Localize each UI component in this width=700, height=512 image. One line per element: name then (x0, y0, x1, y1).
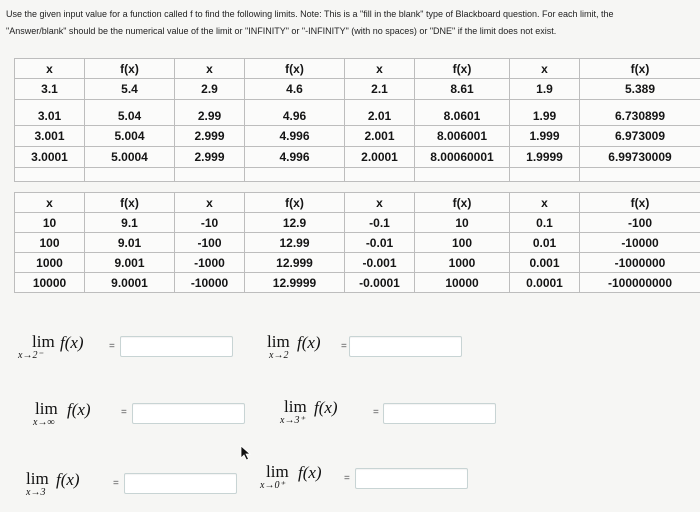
table-cell: 1.99 (510, 100, 580, 126)
lim-subscript: x→∞ (33, 417, 55, 428)
table-cell: 10 (415, 213, 510, 233)
table-cell: 2.0001 (345, 147, 415, 168)
table-cell: 10000 (15, 273, 85, 293)
equals-sign: = (341, 341, 347, 352)
table-row (15, 100, 700, 126)
table-cell: 1000 (15, 253, 85, 273)
table-cell: 100 (415, 233, 510, 253)
table-cell: -100 (580, 213, 700, 233)
table-cell: 0.01 (510, 233, 580, 253)
column-header: x (510, 59, 580, 79)
column-header: x (345, 193, 415, 213)
table-cell: 3.001 (15, 126, 85, 147)
table-cell: 12.9 (245, 213, 345, 233)
mouse-pointer-icon (240, 445, 252, 461)
table-cell: 2.001 (345, 126, 415, 147)
column-header: f(x) (85, 59, 175, 79)
answer-input-2[interactable] (349, 336, 462, 357)
table-cell: 2.999 (175, 147, 245, 168)
lim-subscript: x→3 (26, 487, 46, 498)
column-header: x (175, 193, 245, 213)
table-cell: 0.001 (510, 253, 580, 273)
table-cell (415, 168, 510, 182)
table-row (15, 233, 700, 253)
table-cell: 6.99730009 (580, 147, 700, 168)
table-row (15, 168, 700, 182)
lim-subscript: x→3⁺ (280, 415, 305, 426)
equals-sign: = (121, 407, 127, 418)
table-cell: -0.01 (345, 233, 415, 253)
table-row (15, 253, 700, 273)
table-cell: 2.999 (175, 126, 245, 147)
table-cell: 1.9 (510, 79, 580, 100)
table-cell: 2.99 (175, 100, 245, 126)
table-header-row (15, 59, 700, 79)
table-cell (15, 168, 85, 182)
column-header: f(x) (85, 193, 175, 213)
table-cell (175, 168, 245, 182)
answer-input-3[interactable] (132, 403, 245, 424)
equals-sign: = (109, 341, 115, 352)
table-cell: 4.996 (245, 126, 345, 147)
table-cell: 8.0601 (415, 100, 510, 126)
limit-expression-4 (280, 397, 338, 426)
table-cell: -100 (175, 233, 245, 253)
table-cell: 10000 (415, 273, 510, 293)
table-cell: 9.01 (85, 233, 175, 253)
table-cell: 0.0001 (510, 273, 580, 293)
table-row (15, 213, 700, 233)
table-cell (345, 168, 415, 182)
limit-expression-1 (18, 332, 84, 361)
column-header: x (175, 59, 245, 79)
limit-expression-5 (26, 469, 80, 498)
table-cell: 5.389 (580, 79, 700, 100)
table-cell (510, 168, 580, 182)
table-cell: 0.1 (510, 213, 580, 233)
table-cell: 9.0001 (85, 273, 175, 293)
table-cell (245, 168, 345, 182)
table-cell: 2.01 (345, 100, 415, 126)
column-header: f(x) (580, 59, 700, 79)
lim-subscript: x→0⁺ (260, 480, 285, 491)
lim-function: f(x) (314, 398, 338, 417)
table-cell: 10 (15, 213, 85, 233)
table-cell: 1.999 (510, 126, 580, 147)
equals-sign: = (113, 478, 119, 489)
table-cell: 8.00060001 (415, 147, 510, 168)
table-cell: 3.01 (15, 100, 85, 126)
lim-word: lim (32, 332, 55, 351)
table-cell: 12.9999 (245, 273, 345, 293)
instructions-line-1: Use the given input value for a function called f to find the following limits. Note: This is a "fill in the blank" type of Blackboard question. For each limit, the (6, 9, 614, 19)
table-cell: -10000 (175, 273, 245, 293)
column-header: f(x) (245, 193, 345, 213)
lim-subscript: x→2 (269, 350, 289, 361)
table-header-row (15, 193, 700, 213)
table-cell: 5.004 (85, 126, 175, 147)
lim-function: f(x) (298, 463, 322, 482)
table-cell: -1000 (175, 253, 245, 273)
limit-expression-6 (260, 462, 322, 491)
table-cell: 9.1 (85, 213, 175, 233)
table-cell: -0.0001 (345, 273, 415, 293)
limit-expression-3 (33, 399, 91, 428)
table-cell: -10000 (580, 233, 700, 253)
table-cell: 12.999 (245, 253, 345, 273)
column-header: x (510, 193, 580, 213)
lim-word: lim (284, 397, 307, 416)
column-header: f(x) (415, 193, 510, 213)
table-cell: 5.4 (85, 79, 175, 100)
lim-function: f(x) (60, 333, 84, 352)
table-cell: 6.730899 (580, 100, 700, 126)
column-header: f(x) (580, 193, 700, 213)
answer-input-5[interactable] (124, 473, 237, 494)
lim-word: lim (26, 469, 49, 488)
table-cell: -1000000 (580, 253, 700, 273)
lim-subscript: x→2⁻ (18, 350, 43, 361)
table-cell: 9.001 (85, 253, 175, 273)
table-cell: -0.1 (345, 213, 415, 233)
table-cell: 4.996 (245, 147, 345, 168)
table-cell: 100 (15, 233, 85, 253)
lim-function: f(x) (67, 400, 91, 419)
equals-sign: = (373, 407, 379, 418)
column-header: f(x) (415, 59, 510, 79)
table-row (15, 126, 700, 147)
table-cell: 4.6 (245, 79, 345, 100)
column-header: x (15, 59, 85, 79)
table-cell: 6.973009 (580, 126, 700, 147)
column-header: x (345, 59, 415, 79)
answer-input-1[interactable] (120, 336, 233, 357)
answer-input-6[interactable] (355, 468, 468, 489)
values-table-far (14, 192, 700, 293)
table-row (15, 273, 700, 293)
table-cell: 1000 (415, 253, 510, 273)
table-cell: 1.9999 (510, 147, 580, 168)
table-cell: -10 (175, 213, 245, 233)
answer-input-4[interactable] (383, 403, 496, 424)
instructions (6, 6, 696, 40)
table-cell: 8.006001 (415, 126, 510, 147)
lim-function: f(x) (56, 470, 80, 489)
values-table-near (14, 58, 700, 182)
table-cell: 2.1 (345, 79, 415, 100)
limit-expression-2 (267, 332, 321, 361)
table-cell: 5.0004 (85, 147, 175, 168)
table-cell: 4.96 (245, 100, 345, 126)
table-cell: 12.99 (245, 233, 345, 253)
instructions-line-2: "Answer/blank" should be the numerical value of the limit or "INFINITY" or "-INFINITY" (with no spaces) or "DNE" if the limit does not exist. (6, 26, 557, 36)
table-cell: 3.0001 (15, 147, 85, 168)
column-header: x (15, 193, 85, 213)
table-cell (580, 168, 700, 182)
table-cell (85, 168, 175, 182)
table-row (15, 79, 700, 100)
column-header: f(x) (245, 59, 345, 79)
table-cell: -100000000 (580, 273, 700, 293)
lim-function: f(x) (297, 333, 321, 352)
table-row (15, 147, 700, 168)
lim-word: lim (266, 462, 289, 481)
table-cell: 8.61 (415, 79, 510, 100)
table-cell: -0.001 (345, 253, 415, 273)
table-cell: 2.9 (175, 79, 245, 100)
lim-word: lim (267, 332, 290, 351)
equals-sign: = (344, 473, 350, 484)
table-cell: 3.1 (15, 79, 85, 100)
lim-word: lim (35, 399, 58, 418)
table-cell: 5.04 (85, 100, 175, 126)
